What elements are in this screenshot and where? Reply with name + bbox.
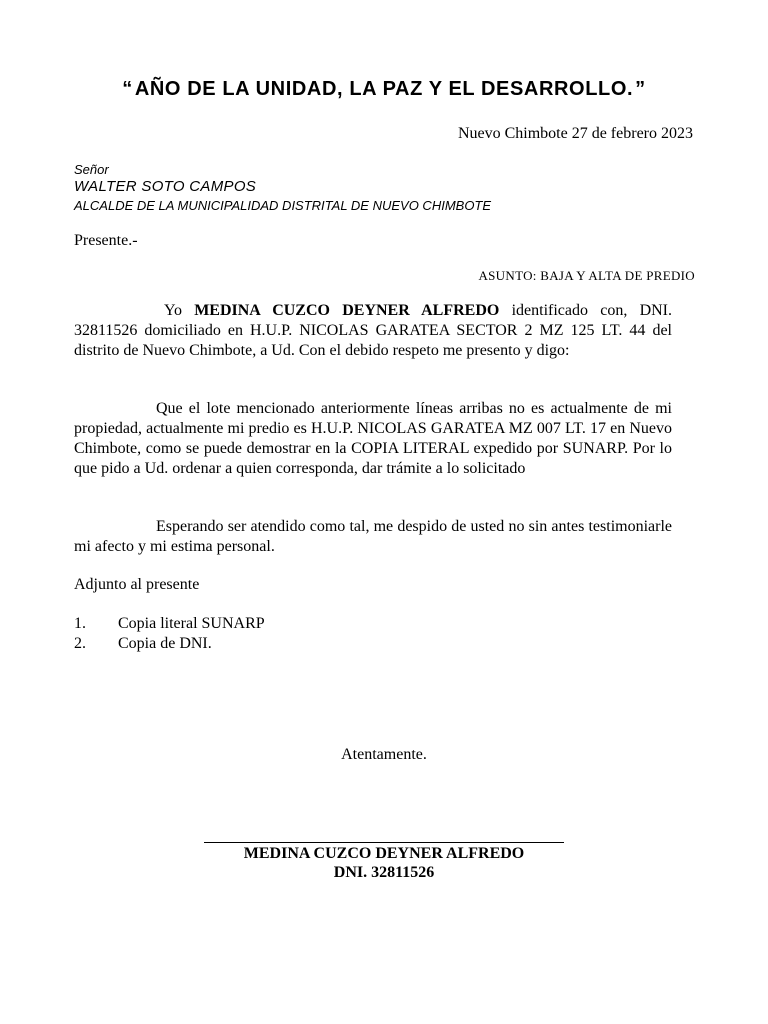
- signature-name: MEDINA CUZCO DEYNER ALFREDO: [243, 845, 525, 862]
- list-item-number: 2.: [74, 635, 86, 652]
- recipient-name: WALTER SOTO CAMPOS: [74, 178, 257, 195]
- signature-dni: DNI. 32811526: [333, 864, 435, 881]
- list-item-text: Copia de DNI.: [118, 635, 212, 652]
- p2-text: Que el lote mencionado anteriormente líneas arribas no es actualmente de mi propiedad, actualmente mi predio es H.U.P. NICOLAS GARATEA MZ 007 LT. 17 en Nuevo Chimbote, como se puede demostrar en la COPIA LITERAL expedido por SUNARP. Por lo que pido a Ud. ordenar a quien corresponda, dar trámite a lo solicitado: [74, 400, 672, 477]
- body-paragraph-3: [74, 517, 672, 557]
- letter-date: Nuevo Chimbote 27 de febrero 2023: [457, 125, 693, 142]
- p3-text: Esperando ser atendido como tal, me despido de usted no sin antes testimoniarle mi afecto y mi estima personal.: [74, 518, 672, 555]
- open-quote: “: [122, 78, 133, 100]
- body-paragraph-1: [74, 301, 672, 361]
- attachments-label: Adjunto al presente: [74, 576, 200, 593]
- recipient-title: ALCALDE DE LA MUNICIPALIDAD DISTRITAL DE NUEVO CHIMBOTE: [74, 198, 492, 213]
- presente-line: Presente.-: [74, 232, 138, 249]
- recipient-salutation: Señor: [74, 162, 109, 177]
- body-paragraph-2: [74, 399, 672, 479]
- close-quote: ”: [635, 78, 646, 100]
- list-item: [74, 615, 265, 633]
- year-heading: [40, 78, 728, 101]
- p1-intro: Yo: [164, 302, 195, 319]
- p1-rest: identificado con, DNI. 32811526 domiciliado en H.U.P. NICOLAS GARATEA SECTOR 2 MZ 125 LT. 44 del distrito de Nuevo Chimbote, a Ud. Con el debido respeto me presento y digo:: [74, 302, 673, 359]
- signature-line: [204, 842, 564, 843]
- closing-line: Atentamente.: [341, 746, 427, 763]
- sender-name-bold: MEDINA CUZCO DEYNER ALFREDO: [194, 302, 500, 319]
- year-heading-text: AÑO DE LA UNIDAD, LA PAZ Y EL DESARROLLO.: [134, 78, 634, 100]
- list-item-number: 1.: [74, 615, 86, 632]
- subject-line: ASUNTO: BAJA Y ALTA DE PREDIO: [478, 268, 695, 283]
- list-item-text: Copia literal SUNARP: [118, 615, 265, 632]
- list-item: [74, 635, 212, 653]
